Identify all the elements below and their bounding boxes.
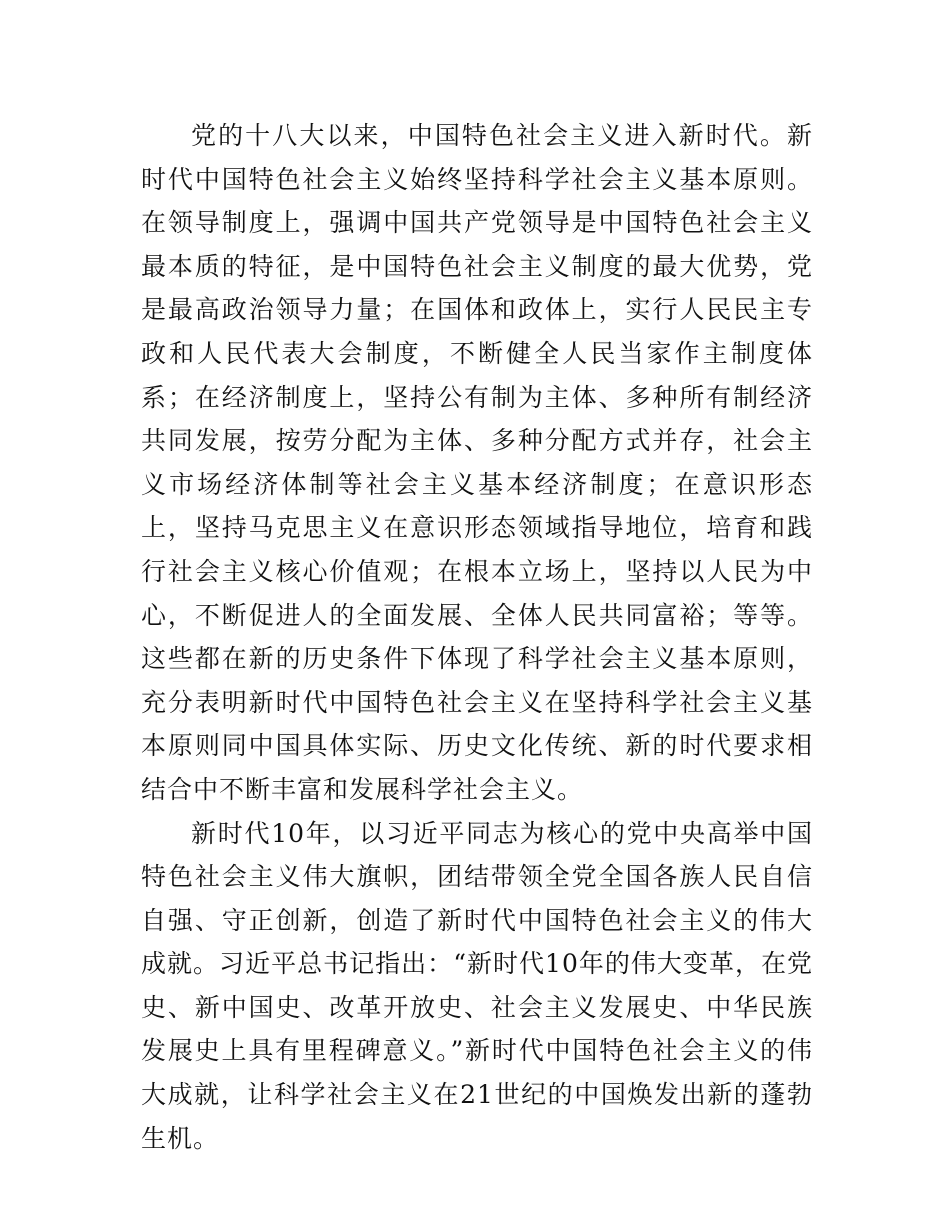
body-text: [141, 114, 813, 1160]
paragraph-2: 新时代10年，以习近平同志为核心的党中央高举中国特色社会主义伟大旗帜，团结带领全党全国各族人民自信自强、守正创新，创造了新时代中国特色社会主义的伟大成就。习近平总书记指出：“新时代10年的伟大变革，在党史、新中国史、改革开放史、社会主义发展史、中华民族发展史上具有里程碑意义。”新时代中国特色社会主义的伟大成就，让科学社会主义在21世纪的中国焕发出新的蓬勃生机。: [141, 818, 813, 1153]
paragraph-1: 党的十八大以来，中国特色社会主义进入新时代。新时代中国特色社会主义始终坚持科学社会主义基本原则。在领导制度上，强调中国共产党领导是中国特色社会主义最本质的特征，是中国特色社会主义制度的最大优势，党是最高政治领导力量；在国体和政体上，实行人民民主专政和人民代表大会制度，不断健全人民当家作主制度体系；在经济制度上，坚持公有制为主体、多种所有制经济共同发展，按劳分配为主体、多种分配方式并存，社会主义市场经济体制等社会主义基本经济制度；在意识形态上，坚持马克思主义在意识形态领域指导地位，培育和践行社会主义核心价值观；在根本立场上，坚持以人民为中心，不断促进人的全面发展、全体人民共同富裕；等等。这些都在新的历史条件下体现了科学社会主义基本原则，充分表明新时代中国特色社会主义在坚持科学社会主义基本原则同中国具体实际、历史文化传统、新的时代要求相结合中不断丰富和发展科学社会主义。: [141, 121, 813, 804]
